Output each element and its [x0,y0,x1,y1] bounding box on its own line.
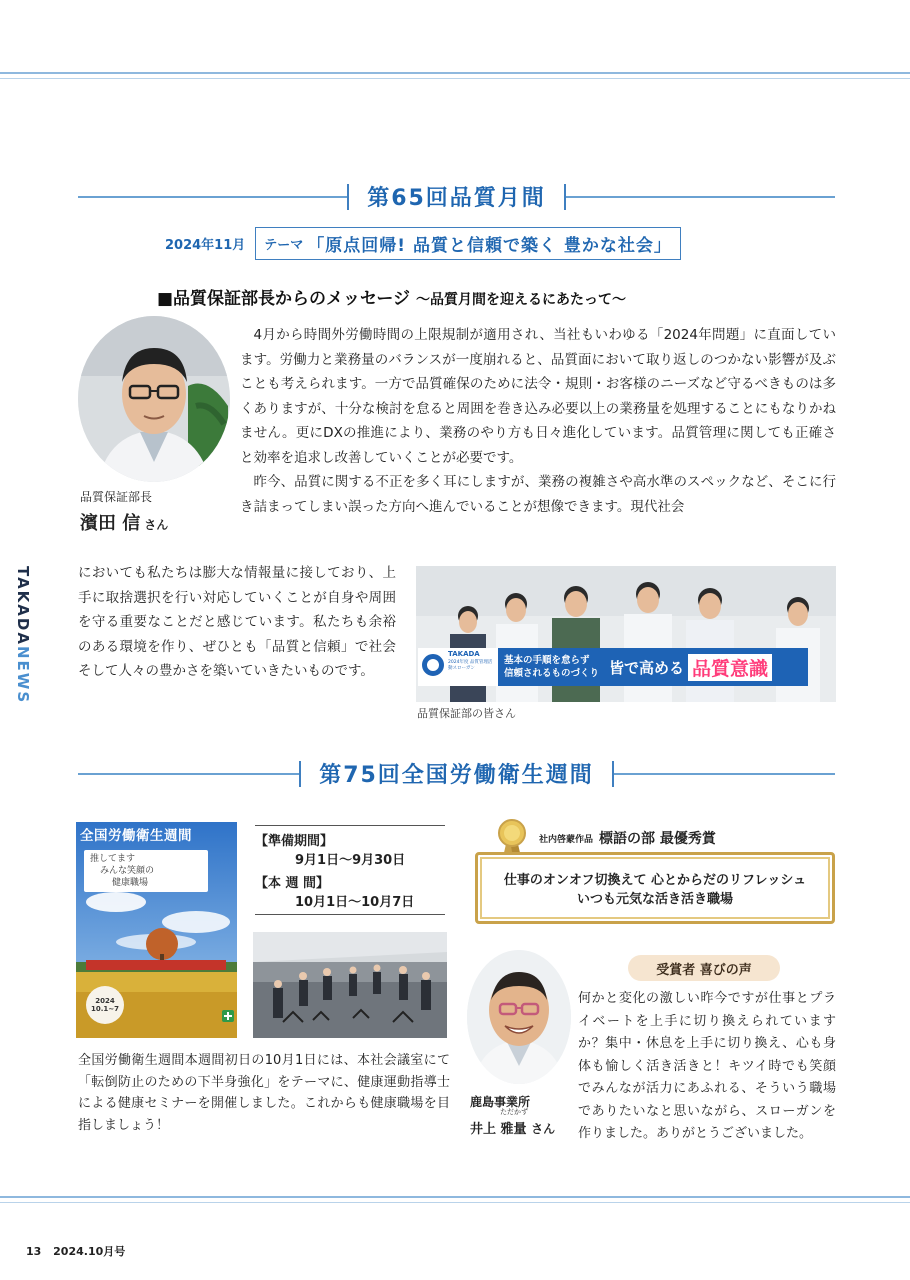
winner-name: 井上 雅量 さん [470,1122,556,1137]
message-body-bottom [78,561,396,684]
bottom-rule-thin [0,1202,910,1203]
health-week-body: 全国労働衛生週間本週間初日の10月1日には、本社会議室にて「転倒防止のための下半身強化」をテーマに、健康運動指導士による健康セミナーを開催しました。これからも健康職場を目指しましょう！ [78,1053,450,1133]
section-quality-month-header [78,181,835,212]
slogan-line-1: 仕事のオンオフ切換えて 心とからだのリフレッシュ [503,873,807,888]
slogan-line-2: いつも元気な活き活き職場 [576,892,733,907]
section-title-health-week: 第75回全国労働衛生週間 [319,763,594,788]
main-week-value: 10月1日〜10月7日 [295,895,415,910]
issue-label: 2024.10月号 [53,1245,126,1258]
seminar-photo [253,932,447,1038]
message-paragraph-1: 4月から時間外労働時間の上限規制が適用され、当社もいわゆる「2024年問題」に直面しています。労働力と業務量のバランスが一度崩れると、品質面において取り返しのつかない影響が及ぶことも考えられます。一方で品質確保のために法令・規則・お客様のニーズなど守るべきものは多くありますが、十分な検討を怠ると周囲を巻き込み必要以上の業務量を処理することにもなりかねません。更にDXの推進により、業務のやり方も日々進化しています。品質管理に関しても正確さと効率を追求し改善していくことが必要です。 [240,327,836,466]
winner-portrait [467,950,571,1084]
banner-logo [418,648,498,686]
message-title: ■品質保証部長からのメッセージ 〜品質月間を迎えるにあたって〜 [157,289,626,309]
award-kicker: 社内啓蒙作品 [539,834,594,845]
poster-title: 全国労働衛生週間 [80,828,192,844]
award-slogan-frame [475,852,835,924]
banner-brand: TAKADA [448,650,480,658]
section-health-week-header [78,758,835,789]
theme-row [165,227,681,260]
message-paragraph-2b: においても私たちは膨大な情報量に接しており、上手に取捨選択を行い対応していくことが自身や周囲を守る重要なことだと感じています。私たちも余裕のある環境を作り、ぜひとも「品質と信頼」で社会そして人々の豊かさを築いていきたいものです。 [78,565,396,679]
page-footer [26,1243,125,1259]
prep-period-label: 【準備期間】 [255,834,334,849]
banner-mid: 皆で高める [609,658,685,677]
main-week-label: 【本 週 間】 [255,876,330,891]
top-rule [0,72,910,74]
manager-name: 濱田 信 さん [80,513,169,534]
section-title-quality-month: 第65回品質月間 [367,186,546,211]
theme-date: 2024年11月 [165,238,246,253]
bottom-rule [0,1196,910,1198]
message-body-top [240,323,836,519]
banner-big: 品質意識 [688,654,772,681]
winner-voice-label: 受賞者 喜びの声 [628,955,780,981]
page-number: 13 [26,1245,42,1258]
team-photo-caption: 品質保証部の皆さん [417,707,516,720]
winner-voice-text: 何かと変化の激しい昨今ですが仕事とプライベートを上手に切り換えられていますか？集中・休息を上手に切り換え、心も身体も愉しく活き活きと！キツイ時でも笑顔でみんなが活力にあふれる、そういう職場でありたいなと思いながら、スローガンを作りました。ありがとうございました。 [578,991,836,1141]
banner-mini: 2024年度 品質管理活動スローガン [448,660,493,671]
top-rule-thin [0,78,910,79]
poster-slogan: 推してます みんな笑顔の 健康職場 [84,850,208,892]
slogan-banner [418,648,808,686]
theme-label: テーマ [264,238,304,253]
banner-lines: 基本の手順を怠らず 信頼されるものづくり [504,655,600,679]
team-photo [416,566,836,702]
manager-portrait [78,316,230,482]
health-week-poster [76,822,237,1038]
winner-name-ruby: ただかず [500,1108,528,1116]
message-subtitle: 〜品質月間を迎えるにあたって〜 [415,292,626,308]
message-paragraph-2a: 昨今、品質に関する不正を多く耳にしますが、業務の複雑さや高水準のスペックなど、そこに行き詰まってしまい誤った方向へ進んでいることが想像できます。現代社会 [240,474,836,515]
prep-period-value: 9月1日〜9月30日 [295,853,406,868]
winner-place: 鹿島事業所 [470,1095,531,1109]
theme-box [255,227,681,260]
theme-text: 「原点回帰! 品質と信頼で築く 豊かな社会」 [307,236,672,256]
poster-date-badge: 2024 10.1~7 [86,986,124,1024]
banner-q-icon [422,654,444,676]
manager-role: 品質保証部長 [80,490,153,504]
side-label-takada-news: TAKADANEWS [14,566,32,705]
health-week-period [255,825,445,915]
award-title: 標語の部 最優秀賞 [599,831,716,847]
